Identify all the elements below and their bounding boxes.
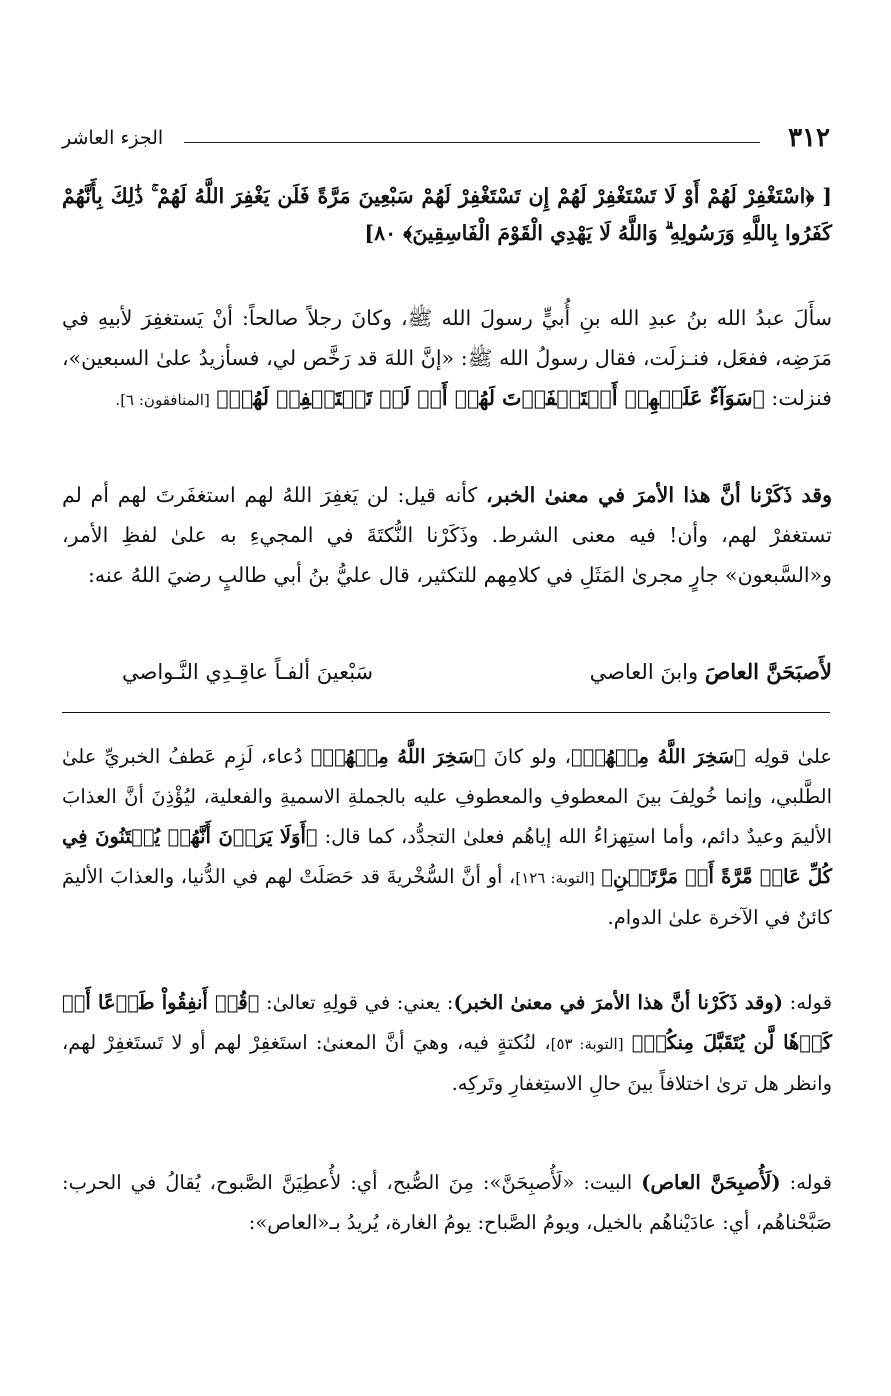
verse-first-hemistich	[590, 652, 832, 692]
verse-right-rest: وابنَ العاصي	[589, 660, 699, 684]
c3-a: قوله:	[789, 1171, 832, 1194]
commentary-3	[62, 1163, 832, 1243]
footnote-divider	[62, 712, 830, 713]
p2-bold: وقد ذَكَرْنا أنَّ هذا الأمرَ في معنىٰ الخبر،	[486, 483, 832, 507]
c1-quran-2: ﴿سَخِرَ اللَّهُ مِنۡهُمۡ﴾	[310, 745, 486, 768]
verse-bold: لأَصبَحَنَّ العاصَ	[704, 659, 832, 684]
running-title: الجزء العاشر	[62, 127, 164, 149]
p1-text: سأَلَ عبدُ الله بنُ عبدِ الله بنِ أُبيٍّ رسولَ الله ﷺ، وكانَ رجلاً صالحاً: أنْ يَستغفِرَ لأبيهِ في مَرَضِه، ففعَل، فنـزلَت، فقال رسولُ الله ﷺ: «إنَّ اللهَ قد رَخَّص لي، فسأزيدُ علىٰ السبعين»، فنزلت:	[62, 306, 832, 410]
c3-b: البيت: «لَأُصبِحَنَّ»: مِنَ الصُّبح، أي: لأُعطِيَنَّ الصَّبوح، يُقالُ في الحرب: صَبَّحْناهُم، أي: عادَيْناهُم بالخيل، ويومُ الصَّباح: يومُ الغارة، يُريدُ بـ«العاص»:	[62, 1171, 832, 1234]
c2-c: ، لنُكتةٍ فيه، وهيَ أنَّ المعنىٰ: استَغفِرْ لهم أو لا تَستَغفِرْ لهم، وانظر هل ترىٰ اختلافاً بينَ حالِ الاستِغفارِ وتَركِه.	[62, 1031, 832, 1095]
c1-b: ، ولو كانَ	[493, 745, 571, 768]
c3-bold: (لَأُصبِحَنَّ العاص)	[641, 1171, 781, 1194]
page-number: ٣١٢	[788, 123, 830, 153]
c2-quran: ﴿قُلۡ أَنفِقُواْ طَوۡعًا أَوۡ كَرۡهٗا لَّن يُتَقَبَّلَ مِنكُمۡ﴾	[62, 991, 832, 1054]
paragraph-sabab-nuzul	[62, 298, 832, 420]
header-rule	[184, 142, 760, 143]
quran-verse-80	[62, 178, 832, 252]
p1-reference: [المنافقون: ٦].	[115, 391, 210, 409]
c1-c: دُعاء، لَزِم عَطفُ الخبريِّ علىٰ الطَّلبي، وإنما خُولِفَ بينَ المعطوفِ والمعطوفِ عليه بالجملةِ الاسميةِ والفعلية، ليُؤْذِنَ أنَّ العذابَ الأليمَ وعيدٌ دائم، وأما استِهزاءُ الله إياهُم فعلىٰ التجدُّد، كما قال:	[62, 745, 833, 848]
paragraph-commentary	[62, 475, 832, 595]
c1-d: ، أو أنَّ السُّخْريةَ قد حَصَلَتْ لهم في الدُّنيا، والعذابَ الأليمَ كائنٌ في الآخرة علىٰ الدوام.	[62, 865, 832, 929]
c2-bold: (وقد ذَكَرْنا أنَّ هذا الأمرَ في معنىٰ الخبر)	[453, 991, 784, 1014]
verse-second-hemistich: سَبْعينَ ألفـاً عاقِـدِي النَّـواصي	[122, 660, 374, 684]
c2-a: قوله:	[789, 991, 833, 1014]
c1-quran-3: ﴿أَوَلَا يَرَوۡنَ أَنَّهُمۡ يُفۡتَنُونَ فِي كُلِّ عَامٖ مَّرَّةً أَوۡ مَرَّتَيۡنِ﴾	[62, 825, 833, 888]
p1-quran-quote: ﴿سَوَآءٌ عَلَيۡهِمۡ أَسۡتَغۡفَرۡتَ لَهُمۡ أَمۡ لَمۡ تَسۡتَغۡفِرۡ لَهُمۡ﴾	[216, 386, 765, 410]
c2-b: : يعني: في قولِهِ تعالىٰ:	[266, 991, 454, 1014]
page-header	[62, 120, 830, 156]
c1-a: علىٰ قولِه	[753, 745, 833, 768]
c1-reference: [التوبة: ١٢٦]	[515, 869, 595, 887]
commentary-2	[62, 983, 832, 1104]
p2-text: كأنه قيل: لن يَغفِرَ اللهُ لهم استغفَرتَ لهم أم لم تستغفرْ لهم، وأن! فيه معنى الشرط. وذَكَرْنا النُّكتَةَ في المجيءِ به علىٰ لفظِ الأمر، و«السَّبعون» جارٍ مجرىٰ المَثَلِ في كلامِهم للتكثير، قال عليُّ بنُ أبي طالبٍ رضيَ اللهُ عنه:	[62, 483, 832, 587]
ayah-text: [ ﴿اسْتَغْفِرْ لَهُمْ أَوْ لَا تَسْتَغْفِرْ لَهُمْ إِن تَسْتَغْفِرْ لَهُمْ سَبْعِينَ مَرَّةً فَلَن يَغْفِرَ اللَّهُ لَهُمْ ۚ ذَٰلِكَ بِأَنَّهُمْ كَفَرُوا بِاللَّهِ وَرَسُولِهِ ۗ وَاللَّهُ لَا يَهْدِي الْقَوْمَ الْفَاسِقِينَ﴾ ٨٠]	[62, 184, 832, 245]
commentary-1	[62, 737, 832, 938]
poetry-verse	[62, 652, 832, 692]
c2-reference: [التوبة: ٥٣]	[550, 1035, 624, 1053]
c1-quran-1: ﴿سَخِرَ اللَّهُ مِنۡهُمۡ﴾	[570, 745, 746, 768]
